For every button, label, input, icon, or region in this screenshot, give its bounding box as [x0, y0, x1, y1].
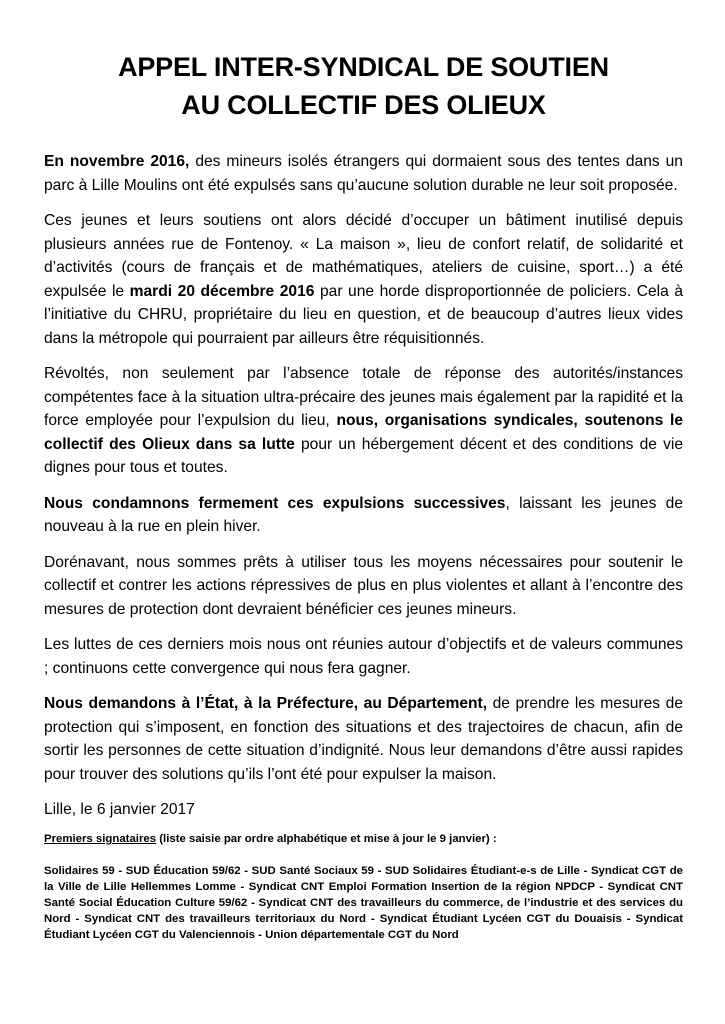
title-line-2: AU COLLECTIF DES OLIEUX [181, 90, 546, 120]
signatories-note: (liste saisie par ordre alphabétique et mise à jour le 9 janvier) : [156, 833, 497, 845]
paragraph-3-text-b: pour un hébergement décent et des conditions de vie dignes pour tous et toutes. [44, 435, 684, 476]
paragraph-2 [44, 209, 683, 350]
paragraph-2-text-a: Ces jeunes et leurs soutiens ont alors décidé d’occuper un bâtiment inutilisé depuis plusieurs années rue de Fontenoy. « La maison », lieu de confort relatif, de solidarité et d’activités (cours de français et de mathématiques, ateliers de cuisine, sport…) a été expulsée le [44, 212, 683, 300]
paragraph-1-bold: En novembre 2016, [44, 153, 190, 170]
paragraph-6 [44, 633, 683, 680]
paragraph-7 [44, 692, 683, 786]
title-line-1: APPEL INTER-SYNDICAL DE SOUTIEN [118, 52, 609, 82]
paragraph-3-text-a: Révoltés, non seulement par l’absence totale de réponse des autorités/instances compétentes face à la situation ultra-précaire des jeunes mais également par la rapidité et la force employée pour l’expulsion du lieu, [44, 365, 683, 429]
paragraph-2-bold: mardi 20 décembre 2016 [129, 282, 315, 300]
paragraph-4-text: , laissant les jeunes de nouveau à la rue en plein hiver. [44, 494, 683, 535]
paragraph-7-bold: Nous demandons à l’État, à la Préfecture, au Département, [44, 695, 488, 712]
signatories-heading-label: Premiers signataires [44, 833, 157, 845]
paragraph-4-bold: Nous condamnons fermement ces expulsions successives [44, 494, 506, 512]
paragraph-2-text-b: par une horde disproportionnée de policiers. Cela à l’initiative du CHRU, propriétaire du lieu en question, et de beaucoup d’autres lieux vides dans la métropole qui pourraient par ailleurs être réquisitionnés. [44, 282, 683, 347]
paragraph-3-bold: nous, organisations syndicales, soutenons le collectif des Olieux dans sa lutte [44, 412, 683, 453]
signatories-list: Solidaires 59 - SUD Éducation 59/62 - SUD Santé Sociaux 59 - SUD Solidaires Étudiant-e-s de Lille - Syndicat CGT de la Ville de Lille Hellemmes Lomme - Syndicat CNT Emploi Formation Insertion de la région NPDCP - Syndicat CNT Santé Social Éducation Culture 59/62 - Syndicat CNT des travailleurs du commerce, de l’industrie et des services du Nord - Syndicat CNT des travailleurs territoriaux du Nord - Syndicat Étudiant Lycéen CGT du Douaisis - Syndicat Étudiant Lycéen CGT du Valenciennois - Union départementale CGT du Nord [44, 865, 683, 941]
paragraph-4 [44, 492, 683, 539]
signatories-heading [44, 831, 683, 847]
document-date: Lille, le 6 janvier 2017 [44, 801, 195, 818]
paragraph-6-text: Les luttes de ces derniers mois nous ont réunies autour d’objectifs et de valeurs communes ; continuons cette convergence qui nous fera gagner. [44, 636, 683, 677]
paragraph-5-text: Dorénavant, nous sommes prêts à utiliser tous les moyens nécessaires pour soutenir le collectif et contrer les actions répressives de plus en plus violentes et allant à l’encontre des mesures de protection dont devraient bénéficier ces jeunes mineurs. [44, 553, 683, 618]
document-title [44, 48, 683, 124]
paragraph-7-text: de prendre les mesures de protection qui s’imposent, en fonction des situations et des trajectoires de chacun, afin de sortir les personnes de cette situation d’indignité. Nous leur demandons d’être aussi rapides pour trouver des solutions qu’ils l’ont été pour expulser la maison. [44, 695, 683, 783]
paragraph-5 [44, 551, 683, 622]
paragraph-1-text: des mineurs isolés étrangers qui dormaient sous des tentes dans un parc à Lille Moulins ont été expulsés sans qu’aucune solution durable ne leur soit proposée. [44, 153, 683, 194]
paragraph-1 [44, 150, 683, 197]
paragraph-3 [44, 362, 683, 480]
